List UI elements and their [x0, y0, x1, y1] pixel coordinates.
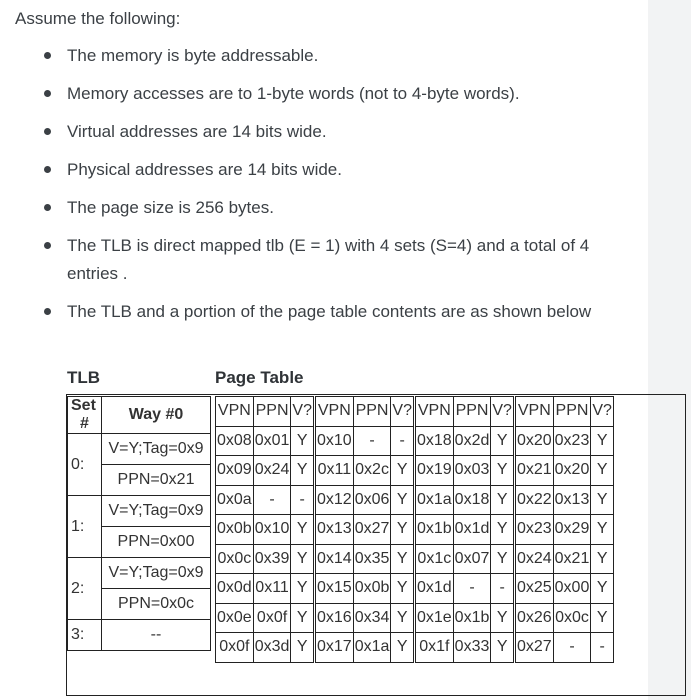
page-table-cell: -: [253, 485, 291, 515]
page-table-cell: Y: [591, 544, 614, 574]
page-table-cell: 0x0f: [216, 633, 254, 663]
page-table-cell: 0x1a: [414, 485, 453, 515]
page-table-header-cell: PPN: [453, 397, 491, 427]
page-table-cell: 0x0c: [216, 544, 254, 574]
table-row: [216, 633, 614, 663]
page-table-cell: 0x15: [314, 574, 353, 604]
page-table-cell: 0x0e: [216, 603, 254, 633]
page-table-cell: Y: [291, 603, 315, 633]
page-table-cell: Y: [391, 544, 415, 574]
page-table-cell: Y: [291, 574, 315, 604]
page-table-cell: -: [291, 485, 315, 515]
page-table-cell: 0x0c: [553, 603, 591, 633]
table-row: [216, 574, 614, 604]
page-table-cell: 0x39: [253, 544, 291, 574]
page-table-cell: 0x21: [553, 544, 591, 574]
page-table-cell: 0x21: [514, 456, 553, 486]
page-table-cell: 0x24: [253, 456, 291, 486]
tlb-way-cell: V=Y;Tag=0x9: [102, 558, 211, 589]
page-table-cell: 0x0f: [253, 603, 291, 633]
tlb-way-cell: V=Y;Tag=0x9: [102, 434, 211, 465]
page-table-cell: 0x22: [514, 485, 553, 515]
page-table-cell: Y: [291, 544, 315, 574]
page-table-cell: 0x1b: [414, 515, 453, 545]
tlb-way-cell: PPN=0x00: [102, 527, 211, 558]
page-table-cell: Y: [491, 544, 515, 574]
list-item: Virtual addresses are 14 bits wide.: [44, 118, 614, 146]
page-table-cell: Y: [391, 456, 415, 486]
list-item: The TLB and a portion of the page table contents are as shown below: [44, 298, 614, 326]
page-table-cell: Y: [391, 603, 415, 633]
page-table-cell: 0x0a: [216, 485, 254, 515]
page-table-header-cell: VPN: [414, 397, 453, 427]
page-table-cell: 0x23: [553, 426, 591, 456]
list-item: The memory is byte addressable.: [44, 42, 614, 70]
page-table-cell: 0x10: [253, 515, 291, 545]
tlb-set-cell: 3:: [68, 620, 102, 651]
table-row: [216, 515, 614, 545]
page-table-cell: 0x1e: [414, 603, 453, 633]
tlb-title: TLB: [67, 368, 101, 387]
page-table-header-cell: VPN: [216, 397, 254, 427]
page-table-cell: Y: [391, 574, 415, 604]
page-table-cell: 0x06: [353, 485, 391, 515]
page-table-cell: 0x2d: [453, 426, 491, 456]
page-table-cell: 0x33: [453, 633, 491, 663]
page-table-cell: -: [553, 633, 591, 663]
page-table-header-cell: PPN: [353, 397, 391, 427]
page-table-cell: 0x1a: [353, 633, 391, 663]
tlb-set-cell: 0:: [68, 434, 102, 496]
tlb-set-header-hash: #: [80, 415, 89, 432]
page-table-header-cell: VPN: [314, 397, 353, 427]
table-row: [216, 603, 614, 633]
table-row: [216, 544, 614, 574]
page-table-title: Page Table: [215, 368, 304, 387]
list-item: Memory accesses are to 1-byte words (not to 4-byte words).: [44, 80, 614, 108]
page-table-cell: 0x3d: [253, 633, 291, 663]
page-table-cell: 0x26: [514, 603, 553, 633]
page-table-cell: Y: [391, 515, 415, 545]
page-table-cell: 0x13: [553, 485, 591, 515]
page-table-cell: -: [453, 574, 491, 604]
page-table-cell: Y: [491, 633, 515, 663]
tlb-set-cell: 1:: [68, 496, 102, 558]
page-table-cell: 0x29: [553, 515, 591, 545]
tlb-way-cell: --: [102, 620, 211, 651]
page-table-cell: 0x13: [314, 515, 353, 545]
tlb-way-cell: PPN=0x0c: [102, 589, 211, 620]
page-table-cell: Y: [391, 633, 415, 663]
page-table-cell: 0x2c: [353, 456, 391, 486]
tlb-set-header: [68, 397, 102, 434]
page-table-cell: 0x17: [314, 633, 353, 663]
page-table-cell: 0x01: [253, 426, 291, 456]
page-table-cell: 0x08: [216, 426, 254, 456]
page-table-cell: 0x27: [514, 633, 553, 663]
tlb-way-cell: V=Y;Tag=0x9: [102, 496, 211, 527]
page-table-cell: Y: [491, 456, 515, 486]
page-table-header-cell: PPN: [553, 397, 591, 427]
list-item: The page size is 256 bytes.: [44, 194, 614, 222]
tlb-table: [67, 396, 211, 651]
page-table-cell: 0x34: [353, 603, 391, 633]
page-table-cell: 0x1d: [414, 574, 453, 604]
page-table-cell: 0x23: [514, 515, 553, 545]
page-table-cell: Y: [291, 456, 315, 486]
table-row: [216, 456, 614, 486]
page-table-cell: Y: [391, 485, 415, 515]
page-table-cell: Y: [491, 515, 515, 545]
page-table-header-cell: V?: [491, 397, 515, 427]
page-table-cell: Y: [491, 426, 515, 456]
tlb-way-header: Way #0: [102, 397, 211, 434]
tlb-set-header-label: Set: [71, 397, 96, 414]
page-table-header-cell: VPN: [514, 397, 553, 427]
table-row: [68, 620, 211, 651]
page-table-cell: 0x1c: [414, 544, 453, 574]
page-table-cell: Y: [491, 603, 515, 633]
table-row: [68, 434, 211, 465]
page-table-cell: -: [491, 574, 515, 604]
page-table-cell: Y: [591, 574, 614, 604]
page-table-cell: Y: [491, 485, 515, 515]
page-table-cell: 0x14: [314, 544, 353, 574]
page-table-header-cell: V?: [591, 397, 614, 427]
page-table-cell: 0x20: [553, 456, 591, 486]
page-table-cell: 0x07: [453, 544, 491, 574]
table-row: [216, 426, 614, 456]
page-table-header-row: [216, 397, 614, 427]
page-table-cell: -: [353, 426, 391, 456]
page-table-cell: 0x19: [414, 456, 453, 486]
page-table-cell: Y: [291, 426, 315, 456]
page-table-cell: 0x09: [216, 456, 254, 486]
table-row: [68, 496, 211, 527]
page-table-cell: Y: [591, 456, 614, 486]
page-table-cell: Y: [291, 633, 315, 663]
page-table-cell: 0x16: [314, 603, 353, 633]
page-table-cell: 0x1f: [414, 633, 453, 663]
page-table-cell: Y: [591, 515, 614, 545]
page-table-cell: -: [591, 633, 614, 663]
page-table-cell: 0x1b: [453, 603, 491, 633]
page-table-cell: 0x0b: [353, 574, 391, 604]
page-table-cell: 0x25: [514, 574, 553, 604]
intro-text: Assume the following:: [15, 9, 181, 28]
page-table-cell: 0x10: [314, 426, 353, 456]
page-table-cell: 0x1d: [453, 515, 491, 545]
page-table-cell: 0x00: [553, 574, 591, 604]
page-table-cell: Y: [591, 426, 614, 456]
page-table-cell: 0x0d: [216, 574, 254, 604]
page-table-cell: 0x24: [514, 544, 553, 574]
page-table-cell: 0x18: [453, 485, 491, 515]
table-row: [68, 558, 211, 589]
table-row: [216, 485, 614, 515]
page-table-cell: Y: [291, 515, 315, 545]
page-table-cell: 0x20: [514, 426, 553, 456]
page-table-cell: 0x18: [414, 426, 453, 456]
page-table-cell: 0x11: [314, 456, 353, 486]
page-table-cell: Y: [591, 485, 614, 515]
tlb-set-cell: 2:: [68, 558, 102, 620]
page-table-cell: 0x0b: [216, 515, 254, 545]
list-item: The TLB is direct mapped tlb (E = 1) with 4 sets (S=4) and a total of 4 entries .: [44, 232, 614, 288]
page-table-cell: 0x11: [253, 574, 291, 604]
page-table: [215, 396, 614, 663]
list-item: Physical addresses are 14 bits wide.: [44, 156, 614, 184]
page-table-header-cell: V?: [391, 397, 415, 427]
page-table-cell: Y: [591, 603, 614, 633]
page-table-cell: 0x12: [314, 485, 353, 515]
page-table-cell: -: [391, 426, 415, 456]
page-table-header-cell: V?: [291, 397, 315, 427]
tlb-way-cell: PPN=0x21: [102, 465, 211, 496]
page-table-header-cell: PPN: [253, 397, 291, 427]
page-table-cell: 0x27: [353, 515, 391, 545]
page-table-cell: 0x35: [353, 544, 391, 574]
assumption-list: [44, 42, 614, 336]
page-table-cell: 0x03: [453, 456, 491, 486]
